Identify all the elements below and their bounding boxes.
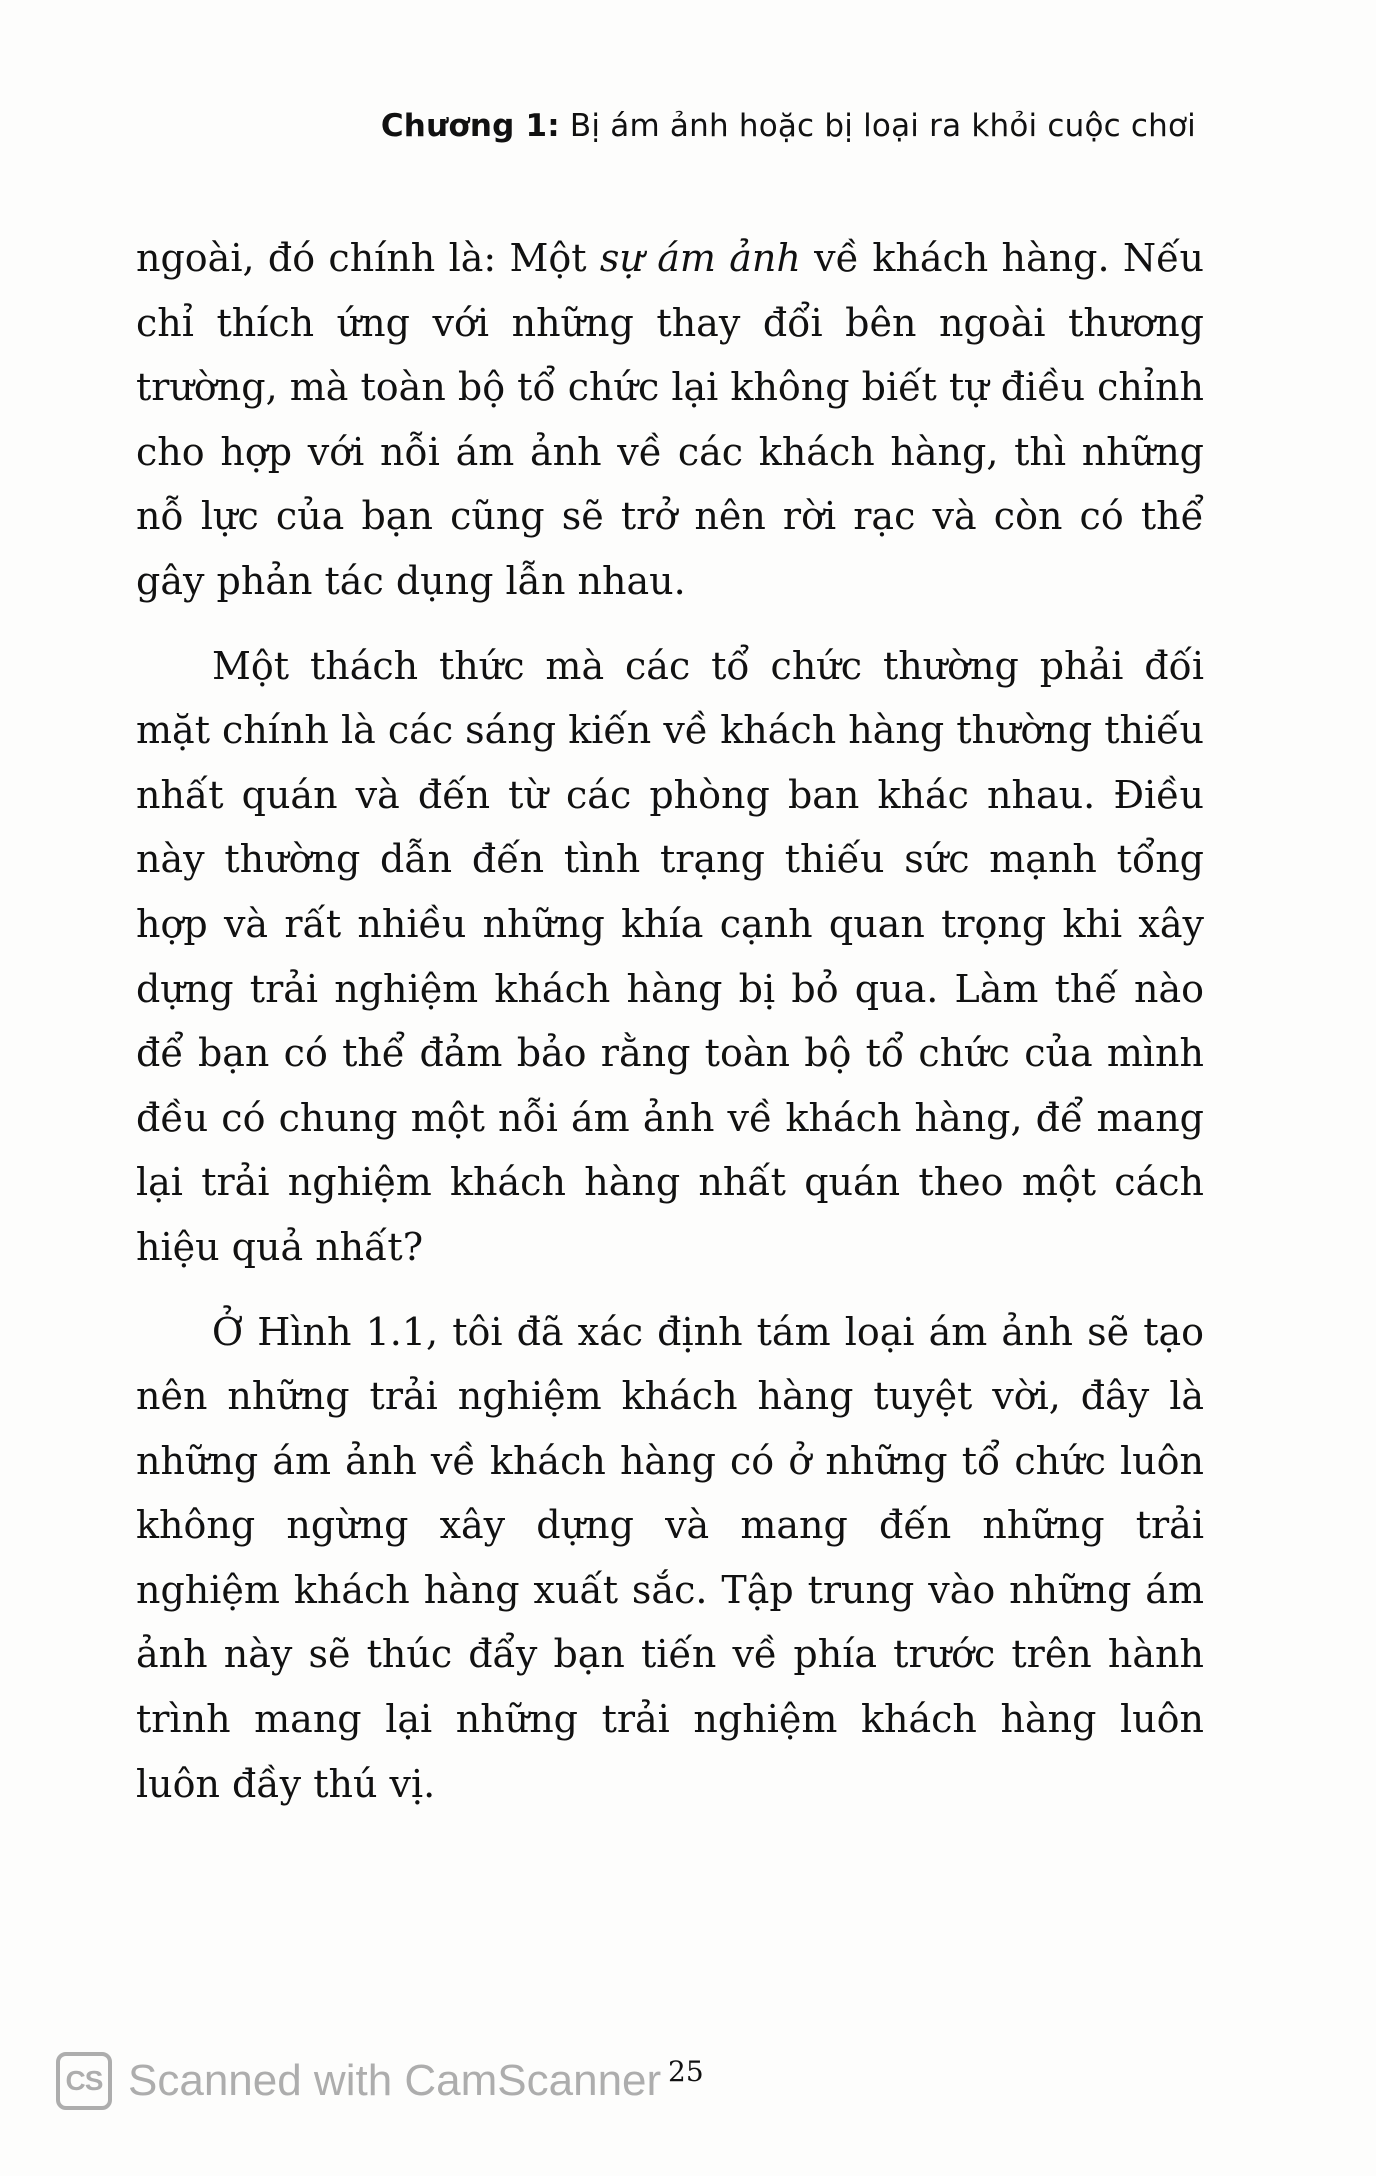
chapter-title: Bị ám ảnh hoặc bị loại ra khỏi cuộc chơi [569, 108, 1196, 144]
chapter-label: Chương 1: [380, 108, 560, 144]
running-header [381, 108, 1196, 144]
paragraph-1-start: ngoài, đó chính là: Một [136, 236, 600, 280]
page-number: 25 [668, 2055, 704, 2088]
emphasis-text: sự ám ảnh [599, 236, 801, 280]
paragraph-3: Ở Hình 1.1, tôi đã xác định tám loại ám ảnh sẽ tạo nên những trải nghiệm khách hàng tuyệt vời, đây là những ám ảnh về khách hàng có ở những tổ chức luôn không ngừng xây dựng và mang đến những trải nghiệm khách hàng xuất sắc. Tập trung vào những ám ảnh này sẽ thúc đẩy bạn tiến về phía trước trên hành trình mang lại những trải nghiệm khách hàng luôn luôn đầy thú vị. [136, 1309, 1204, 1806]
body-text [136, 226, 1204, 1836]
paragraph-1-end: về khách hàng. Nếu chỉ thích ứng với những thay đổi bên ngoài thương trường, mà toàn bộ tổ chức lại không biết tự điều chỉnh cho hợp với nỗi ám ảnh về các khách hàng, thì những nỗ lực của bạn cũng sẽ trở nên rời rạc và còn có thể gây phản tác dụng lẫn nhau. [136, 236, 1204, 603]
scanner-watermark [56, 2052, 661, 2110]
paragraph-1 [136, 226, 1204, 614]
camscanner-logo-icon: CS [56, 2052, 112, 2110]
paragraph-2: Một thách thức mà các tổ chức thường phải đối mặt chính là các sáng kiến về khách hàng thường thiếu nhất quán và đến từ các phòng ban khác nhau. Điều này thường dẫn đến tình trạng thiếu sức mạnh tổng hợp và rất nhiều những khía cạnh quan trọng khi xây dựng trải nghiệm khách hàng bị bỏ qua. Làm thế nào để bạn có thể đảm bảo rằng toàn bộ tổ chức của mình đều có chung một nỗi ám ảnh về khách hàng, để mang lại trải nghiệm khách hàng nhất quán theo một cách hiệu quả nhất? [136, 643, 1204, 1269]
watermark-text: Scanned with CamScanner [128, 2056, 662, 2105]
